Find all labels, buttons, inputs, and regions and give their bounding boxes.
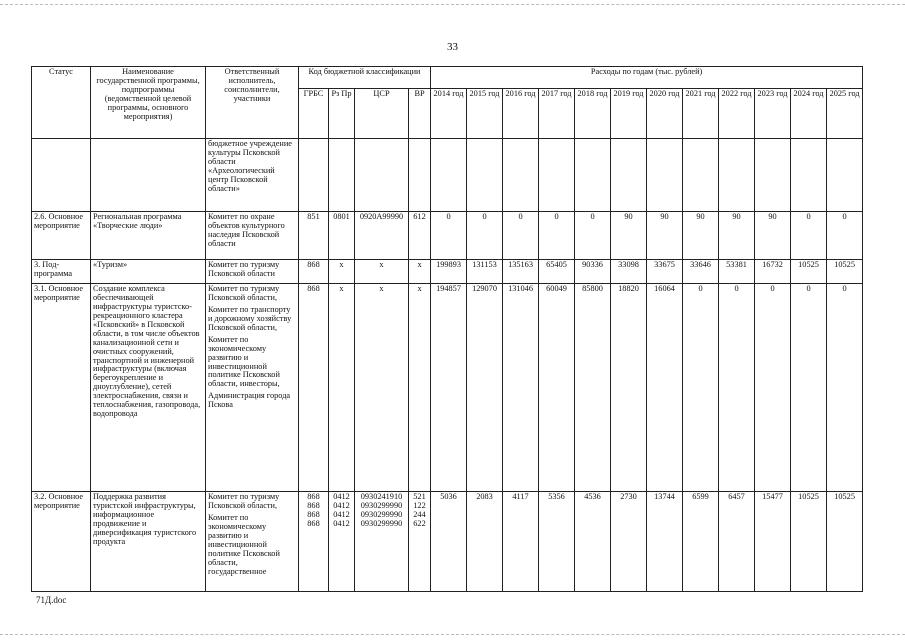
header-year: 2014 год [431,89,467,139]
scan-edge-top [0,4,905,5]
year-value-cell: 53381 [719,260,755,284]
year-value-cell: 0 [827,283,863,491]
year-value-cell: 90 [755,212,791,260]
responsible-entry: Комитет по экономическому развитию и инвестиционной политике Псковской области, инвесторы, [208,334,280,389]
year-value-cell: 90 [647,212,683,260]
year-value-cell [827,139,863,212]
year-value-cell: 5356 [539,491,575,591]
year-value-cell: 0 [431,212,467,260]
year-value-cell [719,139,755,212]
csr-cell [355,260,409,284]
responsible-entry: Комитет по туризму Псковской области [208,260,280,278]
csr-cell [355,491,409,591]
year-value-cell [647,139,683,212]
rzpr-cell-line: 0412 [333,509,350,519]
grbs-cell-line: 868 [307,509,320,519]
year-value-cell [755,139,791,212]
year-value-cell: 6599 [683,491,719,591]
year-value-cell: 131153 [467,260,503,284]
year-value-cell: 2083 [467,491,503,591]
year-value-cell: 33646 [683,260,719,284]
year-value-cell: 15477 [755,491,791,591]
vr-cell [409,139,431,212]
vr-cell-line: 612 [413,212,426,221]
status-cell: 3.2. Основное мероприятие [32,491,91,591]
year-value-cell: 85800 [575,283,611,491]
header-name: Наименование государственной программы, подпрограммы (ведомственной целевой программы, основного мероприятия) [91,67,206,139]
grbs-cell-line: 868 [307,260,320,269]
rzpr-cell-line: х [339,260,344,269]
grbs-cell [299,212,329,260]
grbs-cell [299,283,329,491]
year-value-cell: 0 [575,212,611,260]
year-value-cell [575,139,611,212]
responsible-cell [206,139,299,212]
year-value-cell: 0 [719,283,755,491]
header-year: 2018 год [575,89,611,139]
year-value-cell: 0 [791,212,827,260]
rzpr-cell-line: 0412 [333,518,350,528]
header-csr: ЦСР [355,89,409,139]
vr-cell-line: 122 [413,500,426,510]
csr-cell [355,283,409,491]
responsible-cell [206,491,299,591]
year-value-cell: 2730 [611,491,647,591]
year-value-cell: 0 [467,212,503,260]
year-value-cell: 135163 [503,260,539,284]
responsible-cell [206,283,299,491]
year-value-cell: 60049 [539,283,575,491]
grbs-cell [299,260,329,284]
year-value-cell: 0 [503,212,539,260]
header-rzpr: Рз Пр [329,89,355,139]
year-value-cell: 90 [719,212,755,260]
header-year: 2024 год [791,89,827,139]
status-cell: 3. Под-программа [32,260,91,284]
header-year: 2021 год [683,89,719,139]
responsible-entry: Комитет по туризму Псковской области, [208,491,280,510]
rzpr-cell [329,212,355,260]
vr-cell-line: 244 [413,509,426,519]
csr-cell-line: 0930241910 [360,491,403,501]
year-value-cell: 0 [827,212,863,260]
year-value-cell: 33098 [611,260,647,284]
header-year: 2020 год [647,89,683,139]
year-value-cell: 10525 [791,260,827,284]
year-value-cell: 129070 [467,283,503,491]
csr-cell-line: 0930299990 [360,509,403,519]
csr-cell [355,139,409,212]
vr-cell [409,260,431,284]
csr-cell-line: х [379,283,384,293]
rzpr-cell-line: 0801 [333,212,350,221]
year-value-cell [683,139,719,212]
header-year: 2015 год [467,89,503,139]
year-value-cell [611,139,647,212]
table-body [32,139,863,592]
year-value-cell: 65405 [539,260,575,284]
header-expenses: Расходы по годам (тыс. рублей) [431,67,863,89]
rzpr-cell-line: 0412 [333,500,350,510]
year-value-cell: 90336 [575,260,611,284]
vr-cell-line: х [417,283,422,293]
year-value-cell: 33675 [647,260,683,284]
grbs-cell-line: 868 [307,518,320,528]
grbs-cell-line: 868 [307,283,320,293]
header-year: 2017 год [539,89,575,139]
year-value-cell: 90 [611,212,647,260]
scan-edge-bottom [0,634,905,635]
csr-cell-line: х [379,260,384,269]
status-cell: 2.6. Основное мероприятие [32,212,91,260]
program-name-cell: Региональная программа «Творческие люди» [91,212,206,260]
header-vr: ВР [409,89,431,139]
csr-cell [355,212,409,260]
year-value-cell [467,139,503,212]
responsible-entry: бюджетное учреждение культуры Псковской области «Археологический центр Псковской области» [208,139,292,193]
year-value-cell: 10525 [791,491,827,591]
header-grbs: ГРБС [299,89,329,139]
year-value-cell: 16064 [647,283,683,491]
responsible-cell [206,260,299,284]
year-value-cell: 13744 [647,491,683,591]
responsible-cell [206,212,299,260]
vr-cell-line: х [417,260,422,269]
header-year: 2025 год [827,89,863,139]
responsible-entry: Комитет по транспорту и дорожному хозяйству Псковской области, [208,304,292,332]
year-value-cell: 90 [683,212,719,260]
year-value-cell: 4117 [503,491,539,591]
grbs-cell-line: 868 [307,500,320,510]
document-filename: 71Д.doc [36,595,67,605]
vr-cell [409,491,431,591]
responsible-entry: Комитет по охране объектов культурного наследия Псковской области [208,212,285,248]
year-value-cell: 10525 [827,491,863,591]
table-row [32,139,863,212]
header-status: Статус [32,67,91,139]
status-cell [32,139,91,212]
year-value-cell: 0 [755,283,791,491]
budget-table [31,66,863,592]
vr-cell [409,283,431,491]
csr-cell-line: 0930299990 [360,500,403,510]
status-cell: 3.1. Основное мероприятие [32,283,91,491]
year-value-cell: 194857 [431,283,467,491]
grbs-cell-line: 851 [307,212,320,221]
year-value-cell: 5036 [431,491,467,591]
year-value-cell: 0 [683,283,719,491]
csr-cell-line: 0920A99990 [359,212,404,221]
year-value-cell: 10525 [827,260,863,284]
year-value-cell: 0 [791,283,827,491]
header-budget-code: Код бюджетной классификации [299,67,431,89]
vr-cell-line: 521 [413,491,426,501]
header-year: 2019 год [611,89,647,139]
grbs-cell [299,139,329,212]
year-value-cell: 4536 [575,491,611,591]
year-value-cell [431,139,467,212]
header-responsible: Ответственный исполнитель, соисполнители, участники [206,67,299,139]
year-value-cell [503,139,539,212]
program-name-cell: Поддержка развития туристской инфраструктуры, информационное продвижение и диверсификация туристского продукта [91,491,206,591]
year-value-cell [539,139,575,212]
year-value-cell: 16732 [755,260,791,284]
rzpr-cell [329,283,355,491]
rzpr-cell-line: 0412 [333,491,350,501]
table-row [32,283,863,491]
grbs-cell-line: 868 [307,491,320,501]
grbs-cell [299,491,329,591]
year-value-cell: 18820 [611,283,647,491]
rzpr-cell [329,139,355,212]
csr-cell-line: 0930299990 [360,518,403,528]
rzpr-cell [329,260,355,284]
responsible-entry: Комитет по туризму Псковской области, [208,283,280,302]
header-year: 2023 год [755,89,791,139]
year-value-cell: 199893 [431,260,467,284]
year-value-cell: 0 [539,212,575,260]
vr-cell-line: 622 [413,518,426,528]
table-row [32,212,863,260]
program-name-cell [91,139,206,212]
table-row [32,260,863,284]
header-year: 2016 год [503,89,539,139]
program-name-cell: «Туризм» [91,260,206,284]
responsible-entry: Администрация города Пскова [208,391,291,410]
year-value-cell: 6457 [719,491,755,591]
table-row [32,491,863,591]
page-number: 33 [447,41,458,53]
vr-cell [409,212,431,260]
program-name-cell: Создание комплекса обеспечивающей инфраструктуры туристско-рекреационного кластера «Псковский» в Псковской области, в том числе объектов канализационной сети и очистных сооружений, транспортной и инженерной инфраструктуры (включая берегоукрепление и дноуглубление), сетей электроснабжения, связи и теплоснабжения, газопровода, водопровода [91,283,206,491]
header-year: 2022 год [719,89,755,139]
year-value-cell: 131046 [503,283,539,491]
rzpr-cell-line: х [339,283,344,293]
year-value-cell [791,139,827,212]
responsible-entry: Комитет по экономическому развитию и инвестиционной политике Псковской области, государственное [208,512,280,576]
rzpr-cell [329,491,355,591]
